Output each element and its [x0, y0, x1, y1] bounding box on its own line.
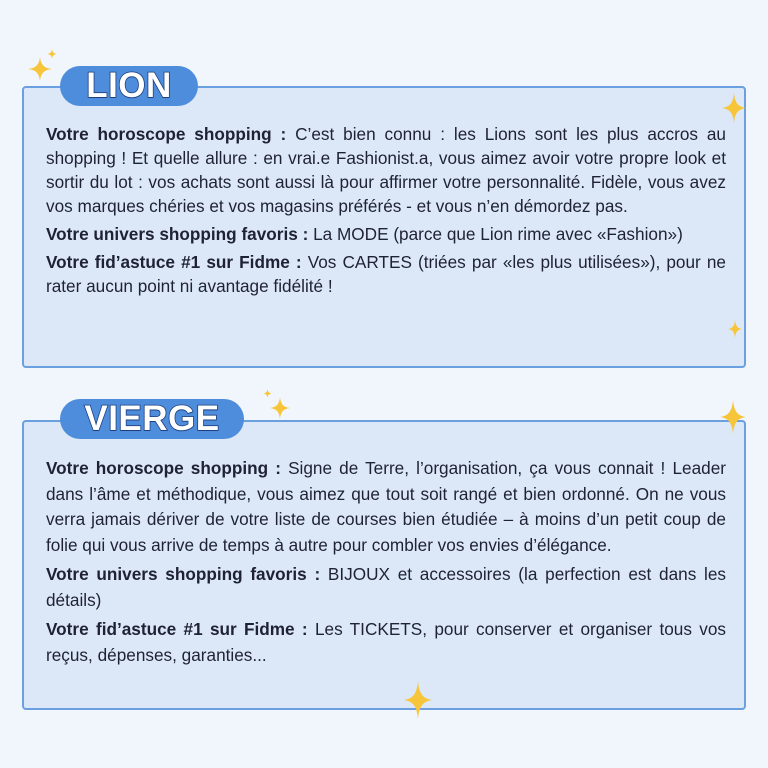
sparkle-icon: [263, 389, 272, 398]
lion-content: [46, 122, 726, 302]
vierge-horoscope-paragraph: [46, 456, 726, 558]
lion-astuce-text: Vos CARTES (triées par «les plus utilisées»), pour ne rater aucun point ni avantage fidélité !: [46, 252, 726, 296]
sparkle-icon: [404, 681, 432, 719]
lion-card: [22, 86, 746, 368]
lion-univers-text: La MODE (parce que Lion rime avec «Fashion»): [313, 224, 683, 244]
lion-horoscope-label: Votre horoscope shopping :: [46, 124, 287, 144]
lion-title-badge: LION: [60, 66, 198, 106]
sparkle-icon: [728, 320, 742, 338]
sparkle-icon: [28, 57, 52, 81]
vierge-univers-label: Votre univers shopping favoris :: [46, 564, 321, 584]
vierge-astuce-label: Votre fid’astuce #1 sur Fidme :: [46, 619, 308, 639]
vierge-univers-paragraph: [46, 562, 726, 613]
vierge-card: [22, 420, 746, 710]
lion-horoscope-paragraph: [46, 122, 726, 218]
sparkle-icon: [270, 397, 290, 419]
vierge-astuce-text: Les TICKETS, pour conserver et organiser tous vos reçus, dépenses, garanties...: [46, 619, 726, 665]
lion-astuce-paragraph: [46, 250, 726, 298]
lion-univers-label: Votre univers shopping favoris :: [46, 224, 309, 244]
vierge-title-badge: VIERGE: [60, 399, 244, 439]
lion-univers-paragraph: [46, 222, 726, 246]
sparkle-icon: [47, 49, 57, 59]
vierge-astuce-paragraph: [46, 617, 726, 668]
vierge-univers-text: BIJOUX et accessoires (la perfection est dans les détails): [46, 564, 727, 610]
sparkle-icon: [722, 93, 746, 123]
sparkle-icon: [720, 400, 746, 434]
vierge-content: [46, 456, 726, 672]
lion-horoscope-text: C’est bien connu : les Lions sont les plus accros au shopping ! Et quelle allure : en vrai.e Fashionist.a, vous aimez avoir votre propre look et sortir du lot : vos achats sont aussi là pour affirmer votre personnalité. Fidèle, vous avez vos marques chéries et vos magasins préférés - et vous n’en démordez pas.: [46, 124, 726, 216]
lion-astuce-label: Votre fid’astuce #1 sur Fidme :: [46, 252, 302, 272]
vierge-horoscope-label: Votre horoscope shopping :: [46, 458, 281, 478]
vierge-horoscope-text: Signe de Terre, l’organisation, ça vous connait ! Leader dans l’âme et méthodique, vous aimez que tout soit rangé et bien ordonné. On ne vous verra jamais dériver de votre liste de courses bien étudiée – à moins d’un petit coup de folie qui vous arrive de temps à autre pour combler vos envies d’élégance.: [46, 458, 726, 555]
